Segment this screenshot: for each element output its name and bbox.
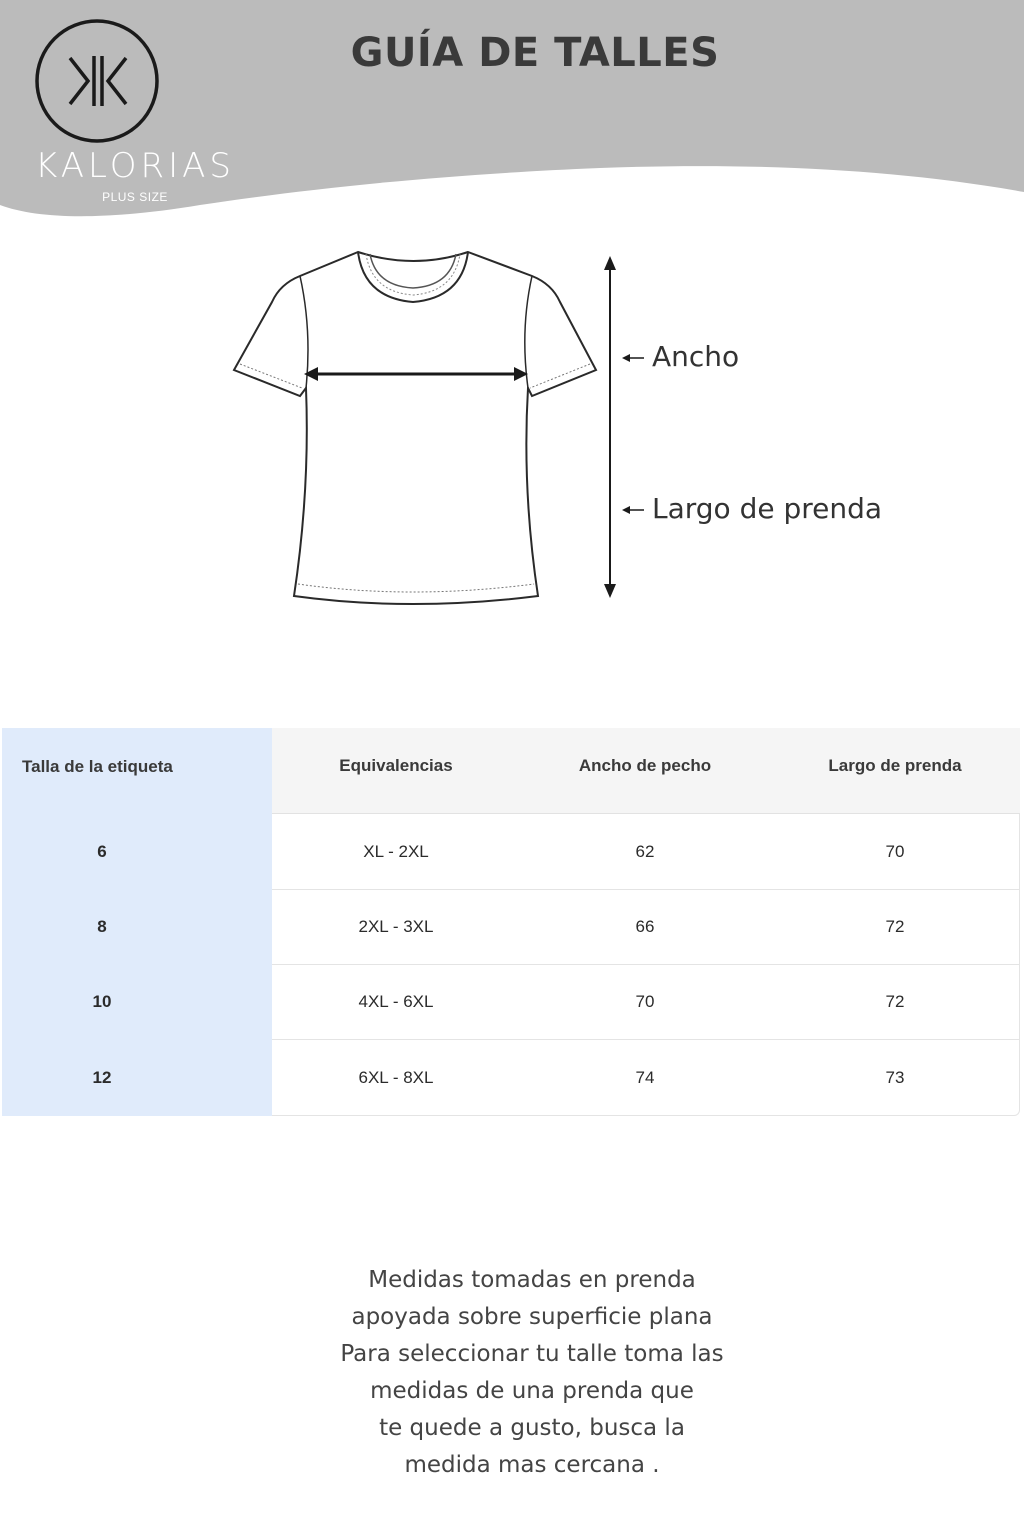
table-cell: 66 — [635, 916, 655, 936]
note-line: apoyada sobre superficie plana — [351, 1304, 713, 1330]
header-garment-length: Largo de prenda — [828, 756, 962, 775]
table-cell: 70 — [885, 841, 905, 861]
table-cell: 10 — [92, 991, 112, 1011]
table-cell: 6XL - 8XL — [358, 1067, 434, 1087]
table-cell: XL - 2XL — [363, 841, 429, 861]
note-line: Medidas tomadas en prenda — [368, 1267, 696, 1293]
table-cell: 62 — [635, 841, 655, 861]
note-line: medida mas cercana . — [404, 1452, 660, 1478]
brand-subtitle: PLUS SIZE — [102, 190, 168, 204]
note-line: te quede a gusto, busca la — [379, 1415, 685, 1441]
table-cell: 6 — [97, 841, 107, 861]
kk-logo-icon — [34, 18, 160, 144]
note-line: medidas de una prenda que — [370, 1378, 694, 1404]
table-cell: 4XL - 6XL — [358, 991, 434, 1011]
note-line: Para seleccionar tu talle toma las — [340, 1341, 724, 1367]
header-chest-width: Ancho de pecho — [578, 756, 712, 775]
tshirt-icon — [220, 240, 940, 620]
brand-name: KALORIAS — [35, 146, 235, 186]
table-cell: 8 — [97, 916, 107, 936]
measurement-note — [262, 1262, 802, 1484]
table-cell: 74 — [635, 1067, 655, 1087]
header-size-label: Talla de la etiqueta — [22, 757, 173, 776]
header-equivalences: Equivalencias — [339, 756, 453, 775]
table-cell: 2XL - 3XL — [358, 916, 434, 936]
label-length: Largo de prenda — [652, 492, 883, 525]
table-cell: 12 — [92, 1067, 112, 1087]
brand-logo — [20, 18, 250, 218]
size-table — [2, 728, 1020, 1118]
measurement-diagram — [220, 240, 940, 620]
table-cell: 73 — [885, 1067, 905, 1087]
table-cell: 72 — [885, 916, 905, 936]
table-cell: 70 — [635, 991, 655, 1011]
page-title: GUÍA DE TALLES — [350, 30, 720, 76]
label-width: Ancho — [652, 340, 740, 373]
table-cell: 72 — [885, 991, 905, 1011]
